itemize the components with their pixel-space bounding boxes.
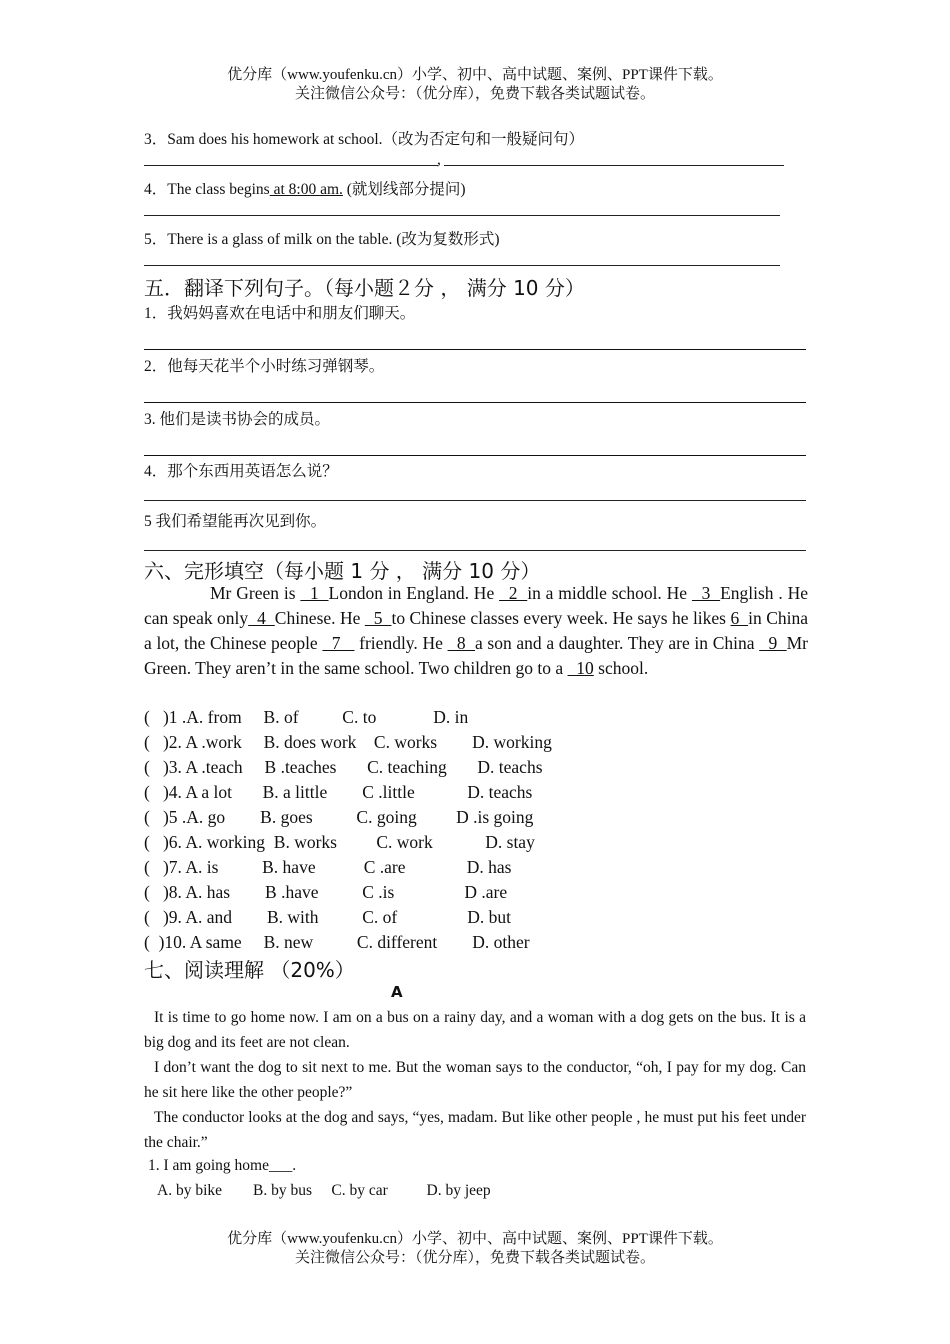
cloze-option-4[interactable]: ( )4. A a lot B. a little C .little D. teachs xyxy=(144,782,533,802)
cloze-option-6[interactable]: ( )6. A. working B. works C. work D. stay xyxy=(144,832,535,852)
answer-line-3b xyxy=(444,165,784,166)
cloze-blank-10: 10 xyxy=(567,658,594,678)
cloze-text-3: in a middle school. He xyxy=(527,583,692,603)
question-4-underlined: at 8:00 am. xyxy=(269,181,343,198)
cloze-option-3[interactable]: ( )3. A .teach B .teaches C. teaching D. teachs xyxy=(144,757,543,777)
cloze-text-8: friendly. He xyxy=(354,633,448,653)
reading-paragraph-2: I don’t want the dog to sit next to me. But the woman says to the conductor, “oh, I pay for my dog. Can he sit here like the other people?” xyxy=(144,1059,806,1101)
cloze-option-7[interactable]: ( )7. A. is B. have C .are D. has xyxy=(144,857,512,877)
reading-question-1-options[interactable]: A. by bike B. by bus C. by car D. by jeep xyxy=(157,1182,491,1199)
answer-comma: , xyxy=(437,151,441,168)
translate-item-1: 1．我妈妈喜欢在电话中和朋友们聊天。 xyxy=(144,305,416,322)
translate-item-2: 2．他每天花半个小时练习弹钢琴。 xyxy=(144,358,385,375)
answer-line-5 xyxy=(144,265,780,266)
cloze-blank-4: 4 xyxy=(248,608,275,628)
question-4-instruction: (就划线部分提问) xyxy=(342,181,466,198)
section-7-title: 七、阅读理解 （20%） xyxy=(144,958,355,982)
answer-line-4 xyxy=(144,215,780,216)
cloze-text-9: a son and a daughter. They are in China xyxy=(474,633,760,653)
cloze-text-5: Chinese. He xyxy=(274,608,365,628)
cloze-text-1: Mr Green is xyxy=(210,583,301,603)
reading-paragraph-3: The conductor looks at the dog and says, “yes, madam. But like other people , he must put his feet under the chair.” xyxy=(144,1109,806,1151)
reading-question-1: 1. I am going home___. xyxy=(148,1157,297,1174)
cloze-passage xyxy=(144,581,808,681)
cloze-blank-9: 9 xyxy=(759,633,787,653)
cloze-option-1[interactable]: ( )1 .A. from B. of C. to D. in xyxy=(144,707,469,727)
translate-item-4: 4．那个东西用英语怎么说？ xyxy=(144,463,338,480)
translate-line-2 xyxy=(144,402,806,403)
cloze-blank-2: 2 xyxy=(499,583,528,603)
cloze-blank-6: 6 xyxy=(730,608,749,628)
header-line-2: 关注微信公众号：（优分库），免费下载各类试题试卷。 xyxy=(294,86,655,102)
translate-line-1 xyxy=(144,349,806,350)
cloze-blank-1: 1 xyxy=(300,583,329,603)
footer-line-2: 关注微信公众号：（优分库），免费下载各类试题试卷。 xyxy=(294,1250,655,1266)
reading-paragraph-1: It is time to go home now. I am on a bus on a rainy day, and a woman with a dog gets on the bus. It is a big dog and its feet are not clean. xyxy=(144,1009,806,1051)
cloze-option-2[interactable]: ( )2. A .work B. does work C. works D. working xyxy=(144,732,552,752)
translate-line-4 xyxy=(144,500,806,501)
cloze-text-11: school. xyxy=(593,658,649,678)
cloze-blank-5: 5 xyxy=(364,608,392,628)
question-3: 3．Sam does his homework at school.（改为否定句和一般疑问句） xyxy=(144,131,585,148)
cloze-blank-3: 3 xyxy=(691,583,721,603)
translate-item-3: 3. 他们是读书协会的成员。 xyxy=(144,411,331,428)
question-4-text: 4．The class begins xyxy=(144,181,270,198)
translate-line-3 xyxy=(144,455,806,456)
header-line-1: 优分库（www.youfenku.cn）小学、初中、高中试题、案例、PPT课件下载。 xyxy=(227,67,723,83)
cloze-option-8[interactable]: ( )8. A. has B .have C .is D .are xyxy=(144,882,508,902)
cloze-blank-7: 7 xyxy=(322,633,355,653)
cloze-option-5[interactable]: ( )5 .A. go B. goes C. going D .is going xyxy=(144,807,534,827)
cloze-text-10: Mr Green. They aren’t in the same school. Two children go to a xyxy=(144,633,809,678)
cloze-option-9[interactable]: ( )9. A. and B. with C. of D. but xyxy=(144,907,512,927)
section-5-title: 五．翻译下列句子。（每小题２分 ， 满分 10 分） xyxy=(144,276,585,300)
cloze-option-10[interactable]: ( )10. A same B. new C. different D. other xyxy=(144,932,530,952)
cloze-text-6: to Chinese classes every week. He says he likes xyxy=(391,608,731,628)
footer-line-1: 优分库（www.youfenku.cn）小学、初中、高中试题、案例、PPT课件下载。 xyxy=(227,1231,723,1247)
question-5: 5．There is a glass of milk on the table. (改为复数形式) xyxy=(144,231,500,248)
translate-item-5: 5 我们希望能再次见到你。 xyxy=(144,513,327,530)
section-6-title: 六、完形填空（每小题 1 分 ， 满分 10 分） xyxy=(144,559,541,583)
passage-a-label: A xyxy=(391,983,403,1001)
cloze-text-7: in China a lot, the Chinese people xyxy=(144,608,809,653)
cloze-text-4: English . He can speak only xyxy=(144,583,809,628)
cloze-blank-8: 8 xyxy=(447,633,475,653)
question-4 xyxy=(144,177,466,199)
answer-line-3a xyxy=(144,165,438,166)
cloze-text-2: London in England. He xyxy=(328,583,500,603)
translate-line-5 xyxy=(144,550,806,551)
